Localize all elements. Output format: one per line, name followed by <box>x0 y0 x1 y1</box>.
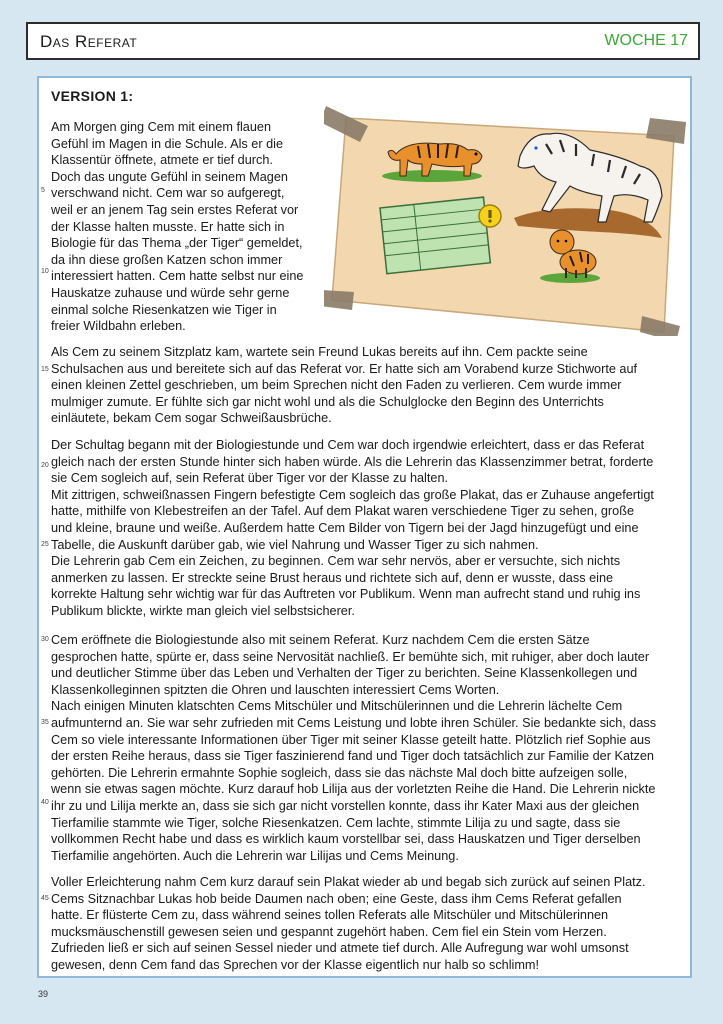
line-number: 35 <box>41 719 49 726</box>
page-title-text: Das Referat <box>40 32 138 51</box>
text-line: mulmiger zumute. Er fühlte sich gar nicht wohl und als die Schulglocke den Beginn des Unterrichts <box>51 394 604 409</box>
text-line: Cems Sitznachbar Lukas hob beide Daumen nach oben; eine Geste, dass ihm Cems Referat gefallen <box>51 891 622 906</box>
text-line: Als Cem zu seinem Sitzplatz kam, wartete sein Freund Lukas bereits auf ihn. Cem packte seine <box>51 345 588 359</box>
text-line: Gefühl im Magen in die Schule. Als er die <box>51 136 284 151</box>
text-line: Cem so viele interessante Informationen über Tiger mit seiner Klasse geteilt hatte. Plötzlich rief Sophie aus <box>51 732 651 747</box>
paragraph <box>51 344 637 427</box>
text-line: freier Wildbahn erleben. <box>51 319 186 334</box>
line-number: 10 <box>41 268 49 275</box>
text-line: Die Lehrerin gab Cem ein Zeichen, zu beginnen. Cem war sehr nervös, aber er versuchte, sich nichts <box>51 554 621 569</box>
text-line: mucksmäuschenstill gewesen seien und gespannt zugehört haben. Cem fiel ein Stein vom Herzen. <box>51 924 607 939</box>
paragraph <box>51 119 303 335</box>
text-line: anmerken zu lassen. Er streckte seine Brust heraus und richtete sich auf, denn er wusste, dass eine <box>51 570 614 585</box>
text-line: der Klasse halten musste. Er hatte sich in <box>51 219 285 234</box>
line-number: 45 <box>41 895 49 902</box>
text-line: Voller Erleichterung nahm Cem kurz darauf sein Plakat wieder ab und begab sich zurück auf seinen Platz. <box>51 875 646 889</box>
text-line: gewesen, denn Cem fand das Sprechen vor der Klasse eigentlich nur halb so schlimm! <box>51 957 540 972</box>
text-line: interessiert hatten. Cem hatte selbst nur eine <box>51 269 304 284</box>
exclamation-icon <box>479 205 501 227</box>
text-line: Biologie für das Thema „der Tiger“ gemeldet, <box>51 236 303 251</box>
line-number: 20 <box>41 462 49 469</box>
paragraph <box>51 437 654 620</box>
line-number: 15 <box>41 366 49 373</box>
text-line: Klassentür öffnete, atmete er tief durch. <box>51 153 273 168</box>
week-label: WOCHE 17 <box>604 32 688 49</box>
page-header <box>26 22 700 60</box>
text-line: einmal solche Riesenkatzen wie Tiger in <box>51 302 277 317</box>
text-line: der ersten Reihe heraus, dass sie Tiger faszinierend fand und Tiger doch tatsächlich zur Familie der Katzen <box>51 749 654 764</box>
text-line: Der Schultag begann mit der Biologiestunde und Cem war doch irgendwie erleichtert, dass er das Referat <box>51 438 645 452</box>
text-line: Nach einigen Minuten klatschten Cems Mitschüler und Mitschülerinnen und die Lehrerin lächelte Cem <box>51 699 623 714</box>
text-line: weil er an jenem Tag sein erstes Referat vor <box>51 202 299 217</box>
text-line: da ihn diese großen Katzen schon immer <box>51 252 283 267</box>
text-line: korrekte Haltung sehr wichtig war für das Auftreten vor Publikum. Wenn man aufrecht stand und ruhig ins <box>51 587 641 602</box>
text-line: Publikum blickte, wirkte man gleich viel selbstsicherer. <box>51 603 355 618</box>
text-line: Tabelle, die Auskunft darüber gab, wie viel Nahrung und Wasser Tiger zu sich nahmen. <box>51 537 539 552</box>
paragraph <box>51 874 646 974</box>
text-line: Klassenkolleginnen spitzten die Ohren und lauschten interessiert Cems Worten. <box>51 682 500 697</box>
tape-icon <box>324 290 354 310</box>
text-line: ihr zu und Lilija merkte an, dass sie sich gar nicht vorstellen konnte, dass ihr Kater Maxi aus der gleichen <box>51 798 640 813</box>
text-line: sie Cem sogleich auf, sein Referat über Tiger vor der Klasse zu halten. <box>51 471 449 486</box>
text-line: wenn sie etwas sagen möchte. Kurz darauf hob Lilija aus der vorletzten Reihe die Hand. Die Lehrerin nickte <box>51 782 656 797</box>
text-line: vollkommen Recht habe und dass es wirklich kaum vorstellbar sei, dass Hauskatzen und Tiger derselben <box>51 832 641 847</box>
text-line: Cem eröffnete die Biologiestunde also mit seinem Referat. Kurz nachdem Cem die ersten Sätze <box>51 633 590 647</box>
text-line: Zufrieden ließ er sich auf seinen Sessel nieder und atmete tief durch. Alle Aufregung war wohl umsonst <box>51 941 629 956</box>
text-line: aufmunternd an. Sie war sehr zufrieden mit Cems Leistung und lobte ihren Schüler. Sie bedankte sich, dass <box>51 715 657 730</box>
page-number: 39 <box>38 989 49 999</box>
page-title <box>40 32 137 52</box>
line-number: 5 <box>41 187 45 194</box>
text-line: einläutete, bekam Cem sogar Schweißausbrüche. <box>51 411 332 426</box>
text-line: Doch das ungute Gefühl in seinem Magen <box>51 169 288 184</box>
text-line: Schulsachen aus und bereitete sich auf das Referat vor. Er hatte sich am Vorabend kurze Stichworte auf <box>51 361 638 376</box>
text-line: und deutlicher Stimme über das Leben und Verhalten der Tiger zu berichten. Seine Klassenkollegen und <box>51 666 638 681</box>
text-line: hatte, mithilfe von Klebestreifen an der Tafel. Auf dem Plakat waren verschiedene Tiger zu sehen, große <box>51 504 635 519</box>
text-line: gleich nach der ersten Stunde hinter sich haben würde. Als die Lehrerin das Klassenzimmer betrat, forderte <box>51 454 654 469</box>
text-line: gehörten. Die Lehrerin ermahnte Sophie sogleich, dass sie das nächste Mal doch bitte aufzeigen solle, <box>51 765 628 780</box>
line-number: 40 <box>41 799 49 806</box>
text-line: Hauskatze zuhause und würde sehr gerne <box>51 285 290 300</box>
text-line: hatte. Er flüsterte Cem zu, dass während seines tollen Referats alle Mitschüler und Mitschülerinnen <box>51 908 609 923</box>
text-line: Mit zittrigen, schweißnassen Fingern befestigte Cem sogleich das große Plakat, das er Zuhause angefertigt <box>51 487 654 502</box>
text-line: Tierfamilie angehörten. Auch die Lehrerin war Lilijas und Cems Meinung. <box>51 848 459 863</box>
table-icon <box>380 197 490 274</box>
tiger-poster-illustration <box>324 96 688 336</box>
text-line: Tierfamilie stammte wie Tiger, solche Riesenkatzen. Cem lachte, stimmte Lilija zu und sagte, dass sie <box>51 815 621 830</box>
text-line: verschwand nicht. Cem war so aufgeregt, <box>51 186 285 201</box>
line-number: 25 <box>41 541 49 548</box>
text-line: Am Morgen ging Cem mit einem flauen <box>51 120 272 134</box>
text-line: und kleine, braune und weiße. Außerdem hatte Cem Bilder von Tigern bei der Jagd hinzugefügt und eine <box>51 520 639 535</box>
line-number: 30 <box>41 636 49 643</box>
text-line: gesprochen hatte, spürte er, dass seine Nervosität nachließ. Er bemühte sich, mit ruhiger, aber doch lauter <box>51 649 650 664</box>
text-line: einen kleinen Zettel geschrieben, um beim Sprechen nicht den Faden zu verlieren. Cem wurde immer <box>51 378 622 393</box>
paragraph <box>51 632 656 864</box>
section-heading: VERSION 1: <box>51 88 134 104</box>
